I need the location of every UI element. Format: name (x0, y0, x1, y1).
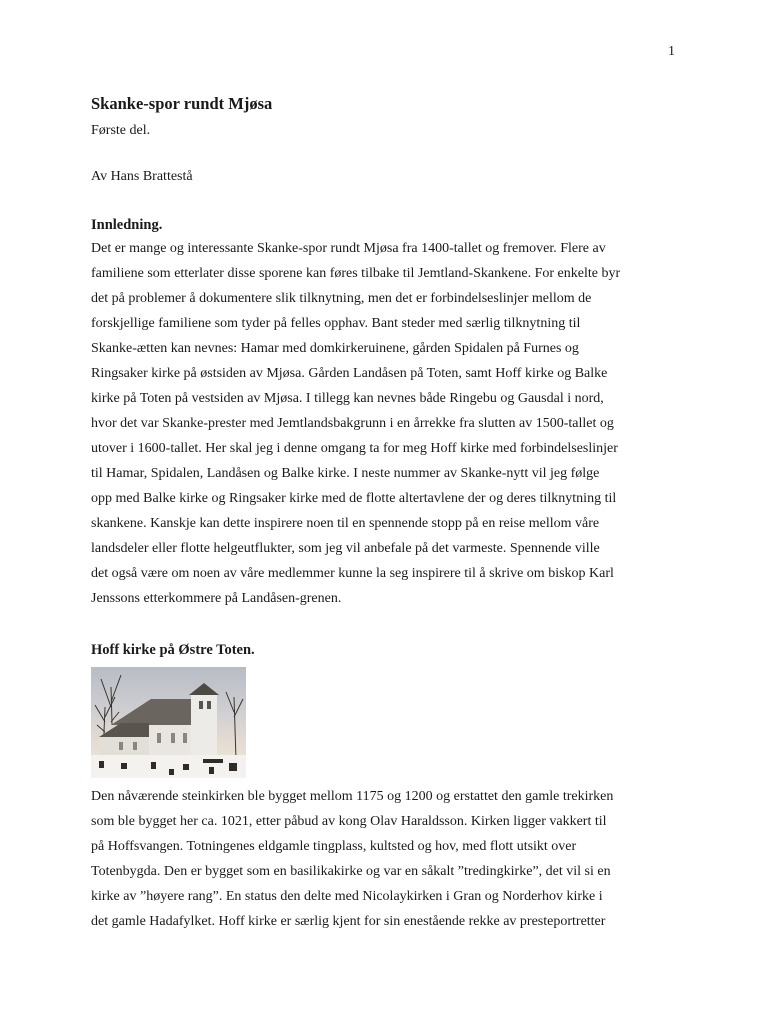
text-line: opp med Balke kirke og Ringsaker kirke med de flotte altertavlene der og deres tilknytning til (91, 491, 617, 506)
text-line: forskjellige familiene som tyder på felles opphav. Bant steder med særlig tilknytning til (91, 316, 581, 331)
author-line: Av Hans Brattestå (91, 169, 193, 184)
text-line: Jenssons etterkommere på Landåsen-grenen. (91, 591, 342, 606)
text-line: kirke av ”høyere rang”. En status den delte med Nicolaykirken i Gran og Norderhov kirke i (91, 889, 603, 904)
text-line: Totenbygda. Den er bygget som en basilikakirke og var en såkalt ”tredingkirke”, det vil si en (91, 864, 611, 879)
text-line: til Hamar, Spidalen, Landåsen og Balke kirke. I neste nummer av Skanke-nytt vil jeg følge (91, 466, 600, 481)
page-number: 1 (668, 44, 675, 59)
text-line: Skanke-ætten kan nevnes: Hamar med domkirkeruinene, gården Spidalen på Furnes og (91, 341, 579, 356)
text-line: Ringsaker kirke på østsiden av Mjøsa. Gården Landåsen på Toten, samt Hoff kirke og Balke (91, 366, 608, 381)
text-line: det gamle Hadafylket. Hoff kirke er særlig kjent for sin enestående rekke av presteportretter (91, 914, 606, 929)
text-line: utover i 1600-tallet. Her skal jeg i denne omgang ta for meg Hoff kirke med forbindelseslinjer (91, 441, 618, 456)
text-line: det på problemer å dokumentere slik tilknytning, men det er forbindelseslinjer mellom de (91, 291, 592, 306)
document-subtitle: Første del. (91, 123, 151, 138)
text-line: Det er mange og interessante Skanke-spor rundt Mjøsa fra 1400-tallet og fremover. Flere av (91, 241, 606, 256)
text-line: kirke på Toten på vestsiden av Mjøsa. I tillegg kan nevnes både Ringebu og Gausdal i nord, (91, 391, 604, 406)
text-line: Den nåværende steinkirken ble bygget mellom 1175 og 1200 og erstattet den gamle trekirken (91, 789, 614, 804)
introduction-paragraph (91, 236, 691, 611)
section-heading-introduction: Innledning. (91, 217, 163, 233)
text-line: hvor det var Skanke-prester med Jemtlandsbakgrunn i en årrekke fra slutten av 1500-tallet og (91, 416, 614, 431)
text-line: det også være om noen av våre medlemmer kunne la seg inspirere til å skrive om biskop Karl (91, 566, 614, 581)
church-photo (91, 667, 246, 778)
text-line: familiene som etterlater disse sporene kan føres tilbake til Jemtland-Skankene. For enkelte byr (91, 266, 621, 281)
text-line: som ble bygget her ca. 1021, etter påbud av kong Olav Haraldsson. Kirken ligger vakkert til (91, 814, 607, 829)
section-heading-hoff-kirke: Hoff kirke på Østre Toten. (91, 642, 255, 658)
document-title: Skanke-spor rundt Mjøsa (91, 94, 273, 113)
hoff-kirke-paragraph (91, 784, 691, 934)
text-line: på Hoffsvangen. Totningenes eldgamle tingplass, kultsted og hov, med flott utsikt over (91, 839, 577, 854)
text-line: skankene. Kanskje kan dette inspirere noen til en spennende stopp på en reise mellom våre (91, 516, 600, 531)
text-line: landsdeler eller flotte helgeutflukter, som jeg vil anbefale på det varmeste. Spennende ville (91, 541, 600, 556)
document-body (91, 94, 691, 934)
